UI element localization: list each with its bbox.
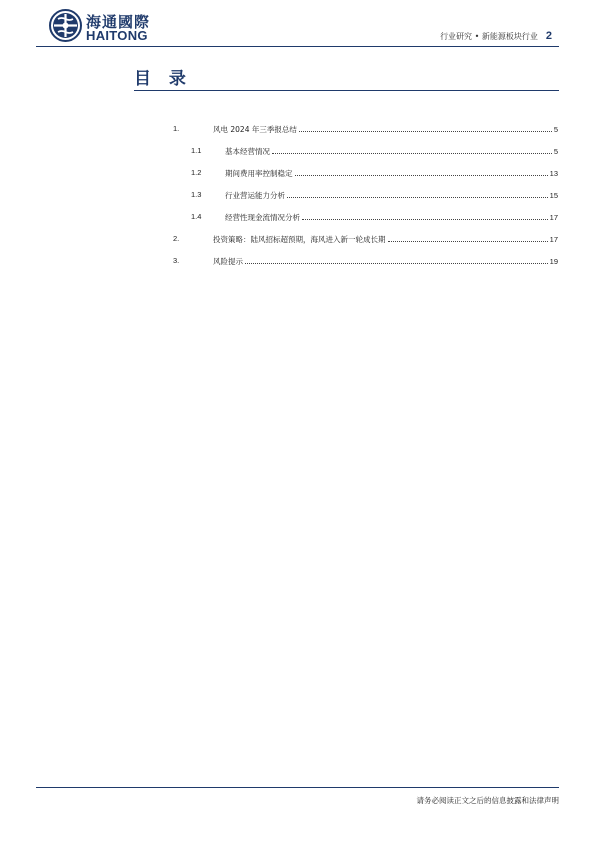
toc-item-number: 2. [173,234,180,243]
toc-leader-dots [299,125,552,132]
page-number: 2 [545,30,552,42]
toc-item-title: 基本经营情况 [225,147,270,156]
header-divider [36,46,559,47]
toc-item-title: 风电 2024 年三季报总结 [213,125,297,134]
footer-divider [36,787,559,788]
haitong-logo [49,9,169,43]
toc-item-title: 行业营运能力分析 [225,191,285,200]
toc-item-page: 5 [553,125,558,134]
page-header [0,0,595,52]
toc-item-page: 17 [549,235,558,244]
toc-title: 目 录 [134,69,192,89]
footer-disclaimer: 请务必阅读正文之后的信息披露和法律声明 [416,796,559,805]
toc-item-page: 13 [549,169,558,178]
toc-leader-dots [388,235,548,242]
toc-leader-dots [295,169,548,176]
toc-item-number: 1.1 [191,146,202,155]
toc-item[interactable] [0,168,595,180]
toc-item-page: 5 [553,147,558,156]
toc-item[interactable] [0,256,595,268]
header-report-info [440,30,552,42]
toc-leader-dots [272,147,552,154]
logo-english-name: HAITONG [86,28,148,43]
toc-item-page: 17 [549,213,558,222]
toc-item-title: 风险提示 [213,257,243,266]
toc-item-number: 1.4 [191,212,202,221]
toc-item-title: 期间费用率控制稳定 [225,169,293,178]
toc-item-page: 19 [549,257,558,266]
toc-item-title: 投资策略：陆风招标超预期，海风进入新一轮成长期 [213,235,386,244]
toc-item[interactable] [0,212,595,224]
toc-item-number: 3. [173,256,180,265]
toc-item[interactable] [0,234,595,246]
toc-item-page: 15 [549,191,558,200]
toc-item-title: 经营性现金流情况分析 [225,213,300,222]
toc-item-number: 1.2 [191,168,202,177]
toc-item[interactable] [0,146,595,158]
report-category: 行业研究 • 新能源板块行业 [440,32,538,41]
toc-item-number: 1.3 [191,190,202,199]
toc-item[interactable] [0,124,595,136]
logo-chinese-name: 海通國際 [86,13,151,31]
toc-leader-dots [245,257,548,264]
toc-leader-dots [287,191,548,198]
toc-item[interactable] [0,190,595,202]
toc-leader-dots [302,213,548,220]
haitong-emblem-icon [49,9,82,42]
toc-title-divider [134,90,559,91]
toc-item-number: 1. [173,124,180,133]
